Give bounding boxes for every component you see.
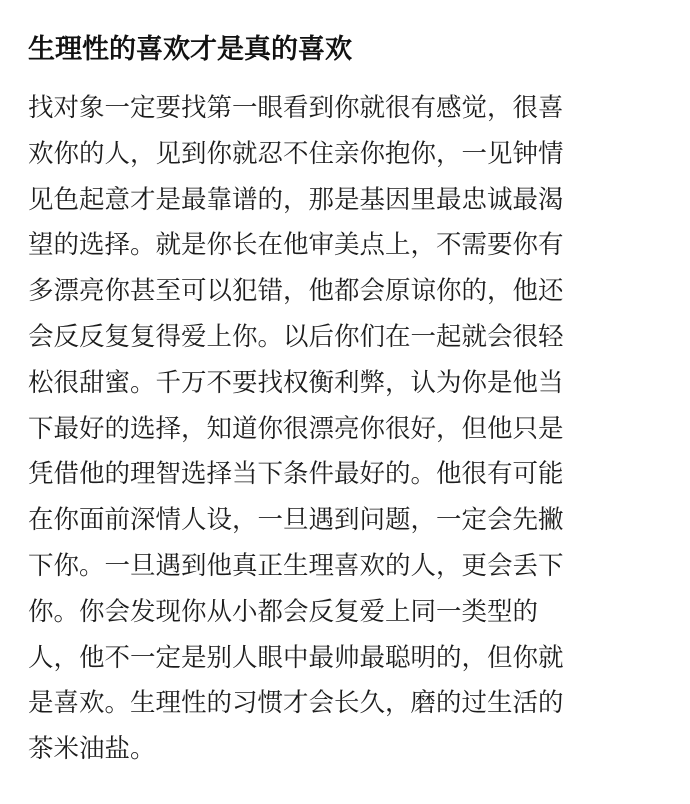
- post-line: 多漂亮你甚至可以犯错，他都会原谅你的，他还: [28, 276, 564, 307]
- post-line: 松很甜蜜。千万不要找权衡利弊，认为你是他当: [28, 367, 564, 398]
- post-line: 人，他不一定是别人眼中最帅最聪明的，但你就: [28, 642, 564, 673]
- post-line: 是喜欢。生理性的习惯才会长久，磨的过生活的: [28, 688, 564, 719]
- post-line: 茶米油盐。: [28, 734, 156, 765]
- post: [28, 30, 668, 773]
- post-title: 生理性的喜欢才是真的喜欢: [28, 34, 352, 65]
- post-line: 下最好的选择，知道你很漂亮你很好，但他只是: [28, 413, 564, 444]
- post-line: 凭借他的理智选择当下条件最好的。他很有可能: [28, 459, 564, 490]
- post-line: 欢你的人，见到你就忍不住亲你抱你，一见钟情: [28, 138, 564, 169]
- post-line: 见色起意才是最靠谱的，那是基因里最忠诚最渴: [28, 184, 564, 215]
- post-line: 会反反复复得爱上你。以后你们在一起就会很轻: [28, 321, 564, 352]
- post-line: 你。你会发现你从小都会反复爱上同一类型的: [28, 596, 539, 627]
- post-body: [28, 86, 668, 773]
- post-line: 找对象一定要找第一眼看到你就很有感觉，很喜: [28, 93, 564, 123]
- post-line: 下你。一旦遇到他真正生理喜欢的人，更会丢下: [28, 550, 564, 581]
- post-line: 望的选择。就是你长在他审美点上，不需要你有: [28, 230, 564, 261]
- post-line: 在你面前深情人设，一旦遇到问题，一定会先撇: [28, 505, 564, 536]
